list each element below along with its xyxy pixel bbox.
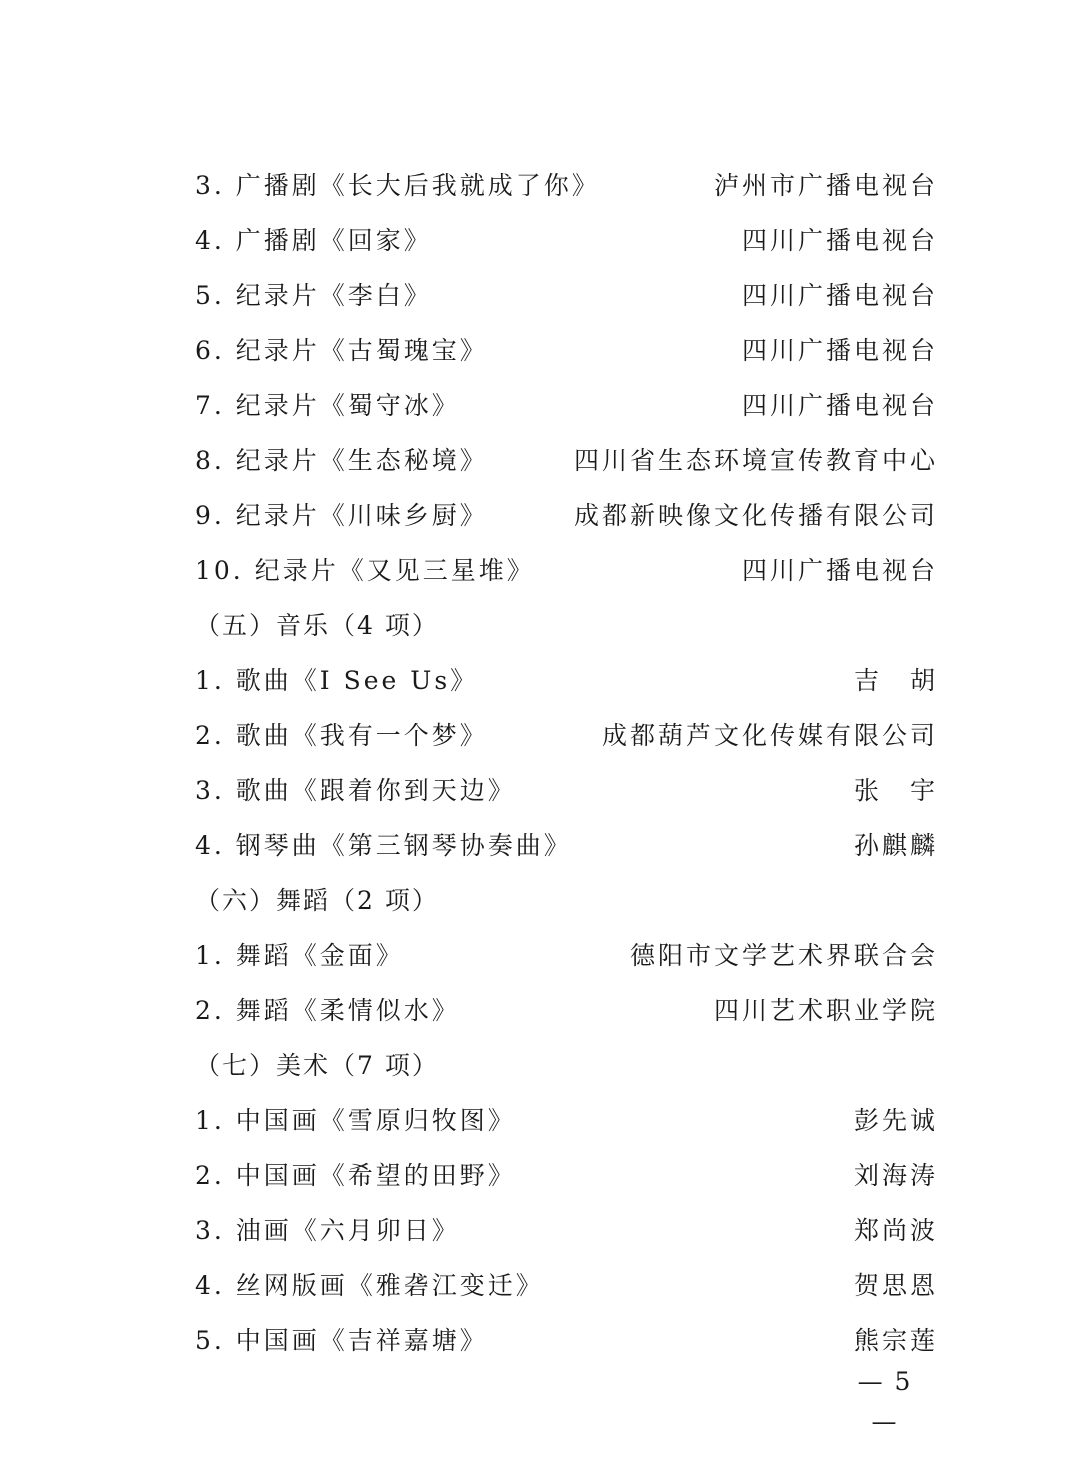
- entry-owner: 成都葫芦文化传媒有限公司: [601, 721, 938, 750]
- entry-owner: 四川广播电视台: [741, 281, 938, 310]
- list-item: [195, 268, 938, 323]
- entry-owner: 贺思恩: [853, 1271, 938, 1300]
- award-list: [195, 158, 938, 1368]
- entry-title: 10. 纪录片《又见三星堆》: [195, 556, 535, 585]
- entry-title: 4. 丝网版画《雅砻江变迁》: [195, 1271, 544, 1300]
- entry-owner: 德阳市文学艺术界联合会: [629, 941, 938, 970]
- list-item: [195, 1203, 938, 1258]
- list-item: [195, 1093, 938, 1148]
- entry-title: 2. 歌曲《我有一个梦》: [195, 721, 488, 750]
- list-item: [195, 708, 938, 763]
- list-item: [195, 928, 938, 983]
- list-item: [195, 213, 938, 268]
- entry-title: 5. 中国画《吉祥嘉塘》: [195, 1326, 488, 1355]
- list-item: [195, 323, 938, 378]
- list-item: [195, 1258, 938, 1313]
- entry-title: 7. 纪录片《蜀守冰》: [195, 391, 460, 420]
- section-heading-music: [195, 598, 938, 653]
- entry-title: 5. 纪录片《李白》: [195, 281, 432, 310]
- entry-owner: 郑尚波: [853, 1216, 938, 1245]
- entry-title: 4. 广播剧《回家》: [195, 226, 432, 255]
- entry-title: 4. 钢琴曲《第三钢琴协奏曲》: [195, 831, 572, 860]
- list-item: [195, 763, 938, 818]
- list-item: [195, 983, 938, 1038]
- entry-owner: 泸州市广播电视台: [713, 171, 938, 200]
- entry-owner: 四川艺术职业学院: [713, 996, 938, 1025]
- entry-title: 2. 中国画《希望的田野》: [195, 1161, 516, 1190]
- entry-title: 3. 歌曲《跟着你到天边》: [195, 776, 516, 805]
- entry-title: 1. 歌曲《I See Us》: [195, 666, 479, 695]
- section-title: （七）美术（7 项）: [195, 1051, 439, 1080]
- entry-owner: 四川省生态环境宣传教育中心: [573, 446, 938, 475]
- entry-owner: 四川广播电视台: [741, 226, 938, 255]
- entry-owner: 吉 胡: [853, 666, 938, 695]
- entry-title: 1. 中国画《雪原归牧图》: [195, 1106, 516, 1135]
- list-item: [195, 818, 938, 873]
- list-item: [195, 488, 938, 543]
- section-heading-fine-arts: [195, 1038, 938, 1093]
- entry-owner: 四川广播电视台: [741, 336, 938, 365]
- list-item: [195, 378, 938, 433]
- entry-owner: 孙麒麟: [853, 831, 938, 860]
- section-title: （五）音乐（4 项）: [195, 611, 439, 640]
- entry-title: 8. 纪录片《生态秘境》: [195, 446, 488, 475]
- entry-owner: 张 宇: [853, 776, 938, 805]
- list-item: [195, 158, 938, 213]
- entry-owner: 熊宗莲: [853, 1326, 938, 1355]
- entry-owner: 刘海涛: [853, 1161, 938, 1190]
- list-item: [195, 543, 938, 598]
- entry-title: 3. 油画《六月卯日》: [195, 1216, 460, 1245]
- entry-title: 2. 舞蹈《柔情似水》: [195, 996, 460, 1025]
- list-item: [195, 653, 938, 708]
- entry-owner: 四川广播电视台: [741, 556, 938, 585]
- entry-owner: 成都新映像文化传播有限公司: [573, 501, 938, 530]
- page-number: — 5 —: [857, 1367, 913, 1436]
- list-item: [195, 433, 938, 488]
- entry-owner: 四川广播电视台: [741, 391, 938, 420]
- list-item: [195, 1148, 938, 1203]
- section-title: （六）舞蹈（2 项）: [195, 886, 439, 915]
- entry-owner: 彭先诚: [853, 1106, 938, 1135]
- entry-title: 1. 舞蹈《金面》: [195, 941, 404, 970]
- entry-title: 6. 纪录片《古蜀瑰宝》: [195, 336, 488, 365]
- entry-title: 9. 纪录片《川味乡厨》: [195, 501, 488, 530]
- list-item: [195, 1313, 938, 1368]
- entry-title: 3. 广播剧《长大后我就成了你》: [195, 171, 600, 200]
- section-heading-dance: [195, 873, 938, 928]
